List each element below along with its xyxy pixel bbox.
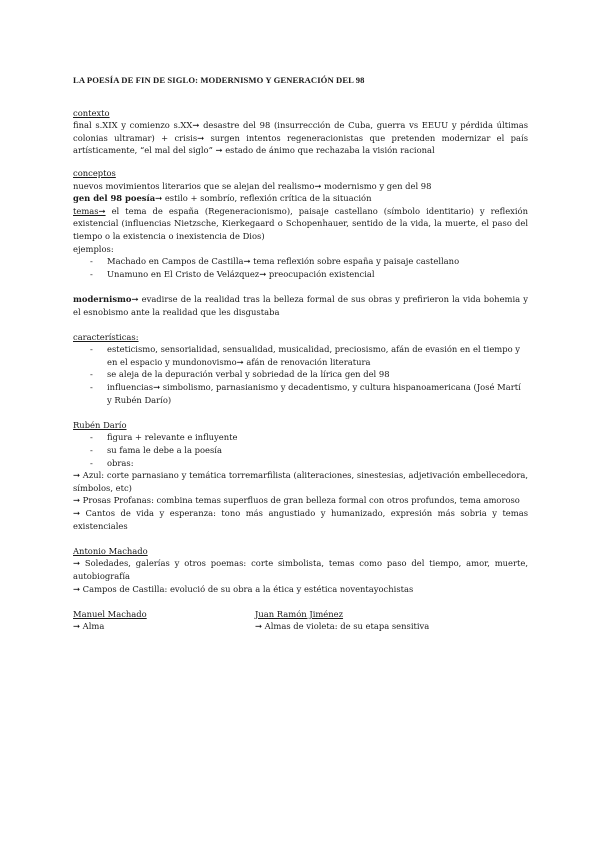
juan-ramon-column (255, 608, 528, 633)
contexto-paragraph: final s.XIX y comienzo s.XX➞ desastre del 98 (insurrección de Cuba, guerra vs EEUU y pérdida últimas colonias ultramar) + crisis➞ surgen intentos regeneracionistas que pretenden modernizar el país artísticamente, “el mal del siglo” ➞ estado de ánimo que rechazaba la visión racional (73, 120, 528, 156)
ruben-obra-cantos: ➞ Cantos de vida y esperanza: tono más angustiado y humanizado, expresión más sobria y temas existenciales (73, 508, 528, 531)
list-item: - figura + relevante e influyente (73, 431, 528, 444)
document-content (73, 74, 528, 633)
page-title: LA POESÍA DE FIN DE SIGLO: MODERNISMO Y GENERACIÓN DEL 98 (73, 75, 365, 85)
juan-obra: ➞ Almas de violeta: de su etapa sensitiva (255, 621, 430, 632)
caracteristicas-list (73, 343, 528, 406)
antonio-obra-soledades: ➞ Soledades, galerías y otros poemas: corte simbolista, temas como paso del tiempo, amor, muerte, autobiografía (73, 558, 528, 581)
section-heading-juan-ramon-jimenez: Juan Ramón Jiménez (255, 608, 344, 619)
list-item: - influencias➞ simbolismo, parnasianismo y decadentismo, y cultura hispanoamericana (José Martí y Rubén Darío) (73, 381, 528, 406)
section-heading-caracteristicas: características: (73, 331, 139, 342)
conceptos-intro: nuevos movimientos literarios que se alejan del realismo➞ modernismo y gen del 98 (73, 180, 432, 191)
temas-label: temas➞ (73, 205, 106, 216)
modernismo-paragraph (73, 293, 528, 318)
list-item: - se aleja de la depuración verbal y sobriedad de la lírica gen del 98 (73, 368, 528, 381)
ejemplos-label: ejemplos: (73, 243, 114, 254)
temas-paragraph (73, 205, 528, 243)
ruben-obra-prosas-profanas: ➞ Prosas Profanas: combina temas superfluos de gran belleza formal con otros profundos, tema amoroso (73, 495, 520, 506)
modernismo-text: ➞ evadirse de la realidad tras la belleza formal de sus obras y prefirieron la vida bohemia y el esnobismo ante la realidad que les disgustaba (73, 293, 528, 317)
list-item: - esteticismo, sensorialidad, sensualidad, musicalidad, preciosismo, afán de evasión en el tiempo y en el espacio y mundonovismo➞ afán de renovación literatura (73, 343, 528, 368)
gen98-label: gen del 98 poesía (73, 193, 156, 204)
gen98-text: ➞ estilo + sombrío, reflexión crítica de la situación (155, 193, 372, 204)
list-item: - su fama le debe a la poesía (73, 444, 528, 457)
section-heading-conceptos: conceptos (73, 167, 116, 178)
gen98-line (73, 192, 528, 205)
list-item: - obras: (73, 457, 528, 470)
section-heading-contexto: contexto (73, 107, 110, 118)
ruben-obra-azul: ➞ Azul: corte parnasiano y temática torremarfilista (aliteraciones, sinestesias, adjetivación embellecedora, símbolos, etc) (73, 470, 528, 493)
list-item: - Unamuno en El Cristo de Velázquez➞ preocupación existencial (73, 268, 528, 281)
manuel-machado-column (73, 608, 255, 633)
authors-columns (73, 608, 528, 633)
ruben-list (73, 431, 528, 469)
list-item: - Machado en Campos de Castilla➞ tema reflexión sobre españa y paisaje castellano (73, 255, 528, 268)
section-heading-antonio-machado: Antonio Machado (73, 545, 148, 556)
manuel-obra: ➞ Alma (73, 621, 105, 632)
section-heading-ruben-dario: Rubén Darío (73, 419, 127, 430)
modernismo-label: modernismo (73, 293, 132, 304)
antonio-obra-campos: ➞ Campos de Castilla: evolució de su obra a la ética y estética noventayochistas (73, 583, 414, 594)
temas-text: el tema de españa (Regeneracionismo), paisaje castellano (símbolo identitario) y reflexión existencial (influencias Nietzsche, Kierkegaard o Schopenhauer, sentido de la vida, la muerte, el paso del tiempo o la existencia o inexistencia de Dios) (73, 205, 528, 241)
ejemplos-list (73, 255, 528, 280)
section-heading-manuel-machado: Manuel Machado (73, 608, 147, 619)
